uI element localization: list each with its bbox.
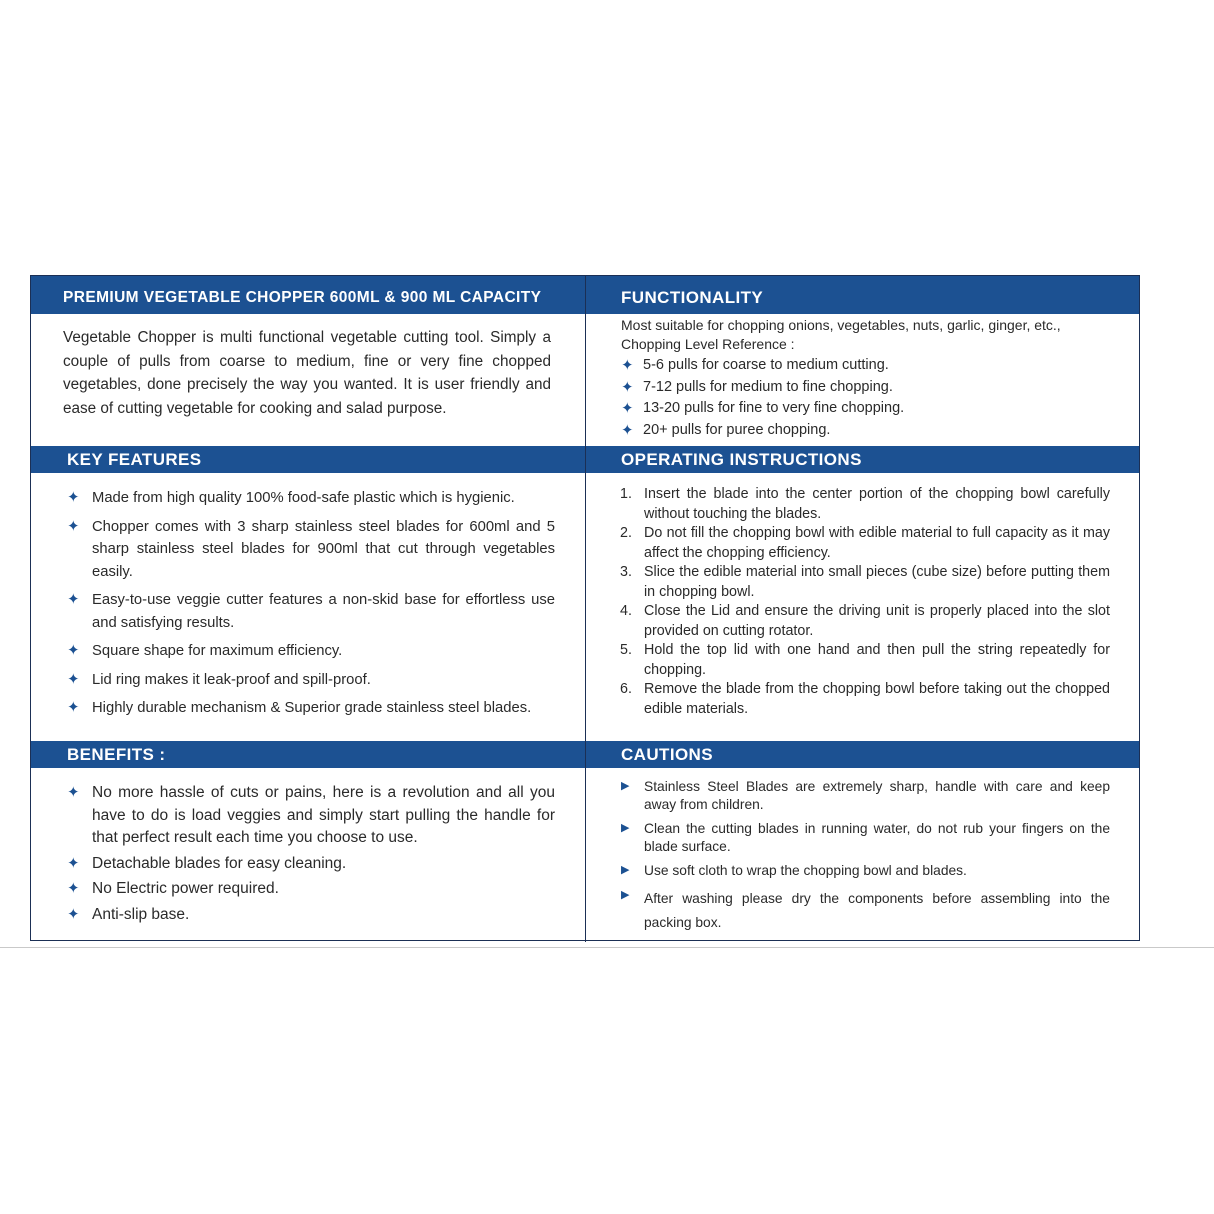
triangle-right-icon: ▶ [621,864,630,876]
benefits-list [67,782,555,926]
cautions-title: CAUTIONS [621,744,713,764]
list-item: ✦ Square shape for maximum efficiency. [67,640,555,663]
operating-instructions-cell [586,473,1139,741]
list-item: ▶ After washing please dry the components before assembling into the packing box. [621,887,1110,935]
triangle-right-icon: ▶ [621,822,630,834]
list-item: ✦ Chopper comes with 3 sharp stainless steel blades for 600ml and 5 sharp stainless steel blades for 900ml that cut through vegetables easily. [67,517,555,580]
four-point-star-icon: ✦ [67,591,80,608]
list-item: ✦ No more hassle of cuts or pains, here is a revolution and all you have to do is load veggies and simply start pulling the handle for that perfect result each time you choose to use. [67,784,555,846]
list-item: ✦ No Electric power required. [67,878,555,901]
list-item: ✦ Detachable blades for easy cleaning. [67,853,555,876]
operating-instructions-title: OPERATING INSTRUCTIONS [621,449,862,469]
product-info-sheet [30,275,1140,941]
operating-instructions-list [620,485,1110,719]
product-title-header [31,276,586,314]
list-item: ✦ 20+ pulls for puree chopping. [621,420,1109,442]
list-item: 6. Remove the blade from the chopping bowl before taking out the chopped edible materials. [620,681,1110,717]
product-description: Vegetable Chopper is multi functional vegetable cutting tool. Simply a couple of pulls from coarse to medium, fine or very fine chopped vegetables, done precisely the way you wanted. It is user friendly and ease of cutting vegetable for cooking and salad purpose. [63,329,551,417]
four-point-star-icon: ✦ [621,400,634,417]
functionality-intro: Most suitable for chopping onions, vegetables, nuts, garlic, ginger, etc., [621,317,1061,333]
benefits-title: BENEFITS : [67,744,166,764]
list-item: 2. Do not fill the chopping bowl with edible material to full capacity as it may affect the chopping efficiency. [620,525,1110,561]
four-point-star-icon: ✦ [621,378,634,396]
four-point-star-icon: ✦ [67,489,80,506]
four-point-star-icon: ✦ [67,880,80,897]
functionality-title: FUNCTIONALITY [621,288,764,307]
functionality-list [621,355,1109,441]
key-features-title: KEY FEATURES [67,449,202,469]
list-item: 4. Close the Lid and ensure the driving unit is properly placed into the slot provided on cutting rotator. [620,603,1110,639]
operating-instructions-header [586,446,1139,473]
bottom-divider [0,947,1214,948]
product-description-cell [31,314,586,446]
cautions-cell [586,768,1139,942]
list-item: 5. Hold the top lid with one hand and then pull the string repeatedly for chopping. [620,642,1110,678]
key-features-header [31,446,586,473]
benefits-header [31,741,586,768]
list-item: ✦ Anti-slip base. [67,904,555,927]
list-item: ▶ Stainless Steel Blades are extremely sharp, handle with care and keep away from children. [621,779,1110,812]
list-item: ▶ Clean the cutting blades in running water, do not rub your fingers on the blade surface. [621,821,1110,854]
list-item: 1. Insert the blade into the center portion of the chopping bowl carefully without touching the blades. [620,486,1110,522]
cautions-list [621,778,1110,935]
functionality-cell [586,314,1139,446]
four-point-star-icon: ✦ [621,357,634,374]
functionality-header [586,276,1139,314]
four-point-star-icon: ✦ [67,699,80,716]
four-point-star-icon: ✦ [67,642,80,659]
list-item: ✦ Made from high quality 100% food-safe plastic which is hygienic. [67,487,555,510]
four-point-star-icon: ✦ [67,517,80,535]
four-point-star-icon: ✦ [67,670,80,688]
list-item: ✦ 7-12 pulls for medium to fine chopping. [621,377,1109,399]
list-item: ▶ Use soft cloth to wrap the chopping bowl and blades. [621,863,967,878]
triangle-right-icon: ▶ [621,888,630,901]
four-point-star-icon: ✦ [67,854,80,872]
key-features-cell [31,473,586,741]
product-title: PREMIUM VEGETABLE CHOPPER 600ML & 900 ML CAPACITY [63,289,542,306]
list-item: ✦ Easy-to-use veggie cutter features a non-skid base for effortless use and satisfying results. [67,591,555,631]
triangle-right-icon: ▶ [621,780,630,792]
cautions-header [586,741,1139,768]
list-item: ✦ Lid ring makes it leak-proof and spill-proof. [67,669,555,692]
list-item: ✦ 13-20 pulls for fine to very fine chopping. [621,398,1109,420]
key-features-list [67,487,555,720]
chopping-level-reference: Chopping Level Reference : [621,335,795,352]
four-point-star-icon: ✦ [67,905,80,923]
list-item: ✦ 5-6 pulls for coarse to medium cutting. [621,355,1109,377]
four-point-star-icon: ✦ [67,784,80,801]
list-item: ✦ Highly durable mechanism & Superior grade stainless steel blades. [67,697,555,720]
four-point-star-icon: ✦ [621,421,634,439]
benefits-cell [31,768,586,942]
list-item: 3. Slice the edible material into small pieces (cube size) before putting them in chopping bowl. [620,564,1110,600]
